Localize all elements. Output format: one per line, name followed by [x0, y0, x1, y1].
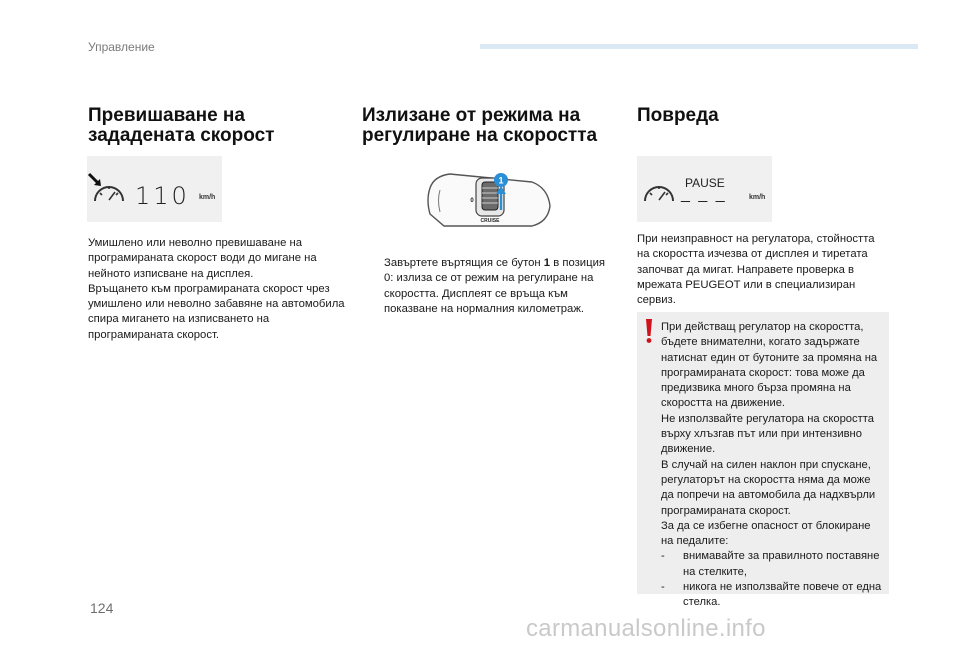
speed-dashes: _ _ _ [681, 186, 727, 203]
dash-marker: - [661, 581, 665, 594]
exit-cruise-title-line2: регулиране на скоростта [362, 125, 598, 146]
overspeed-title-line1: Превишаване на [88, 105, 245, 126]
column-exit-cruise [362, 106, 622, 146]
instruction-button-ref: 1 [543, 257, 551, 269]
exit-cruise-title-line1: Излизане от режима на [362, 105, 581, 126]
section-label: Управление [88, 40, 155, 54]
warning-line: За да се избегне опасност от блокиране на педалите: [661, 519, 871, 548]
exit-cruise-text [362, 256, 607, 317]
dash-item-text: никога не използвайте повече от една стелка. [683, 581, 882, 609]
exit-cruise-instruction [362, 256, 607, 317]
overspeed-unit: km/h [199, 194, 216, 201]
malfunction-text [637, 232, 889, 308]
overspeed-text [88, 236, 346, 343]
dash-item-text: внимавайте за правилното поставяне на стелките, [683, 550, 880, 578]
stalk-lever-icon [420, 160, 555, 240]
dash-marker: - [661, 550, 665, 563]
overspeed-display-panel [87, 156, 222, 222]
warning-line: Не използвайте регулатора на скоростта върху хлъзгав път или при интензивно движение. [661, 412, 874, 456]
column-malfunction [637, 106, 887, 126]
instruction-text-end: в позиция 0: излиза се от режим на регулиране на скоростта. Дисплеят се връща към показване на нормалния километраж. [384, 257, 606, 315]
column-overspeed [88, 106, 338, 146]
cruise-position-label: CRUISE [480, 218, 500, 224]
warning-dash-item [661, 549, 883, 580]
zero-position-label: 0 [470, 198, 474, 204]
pause-label: PAUSE [685, 176, 725, 190]
exit-cruise-title [362, 106, 622, 146]
malfunction-unit: km/h [749, 194, 766, 201]
warning-line: В случай на силен наклон при спускане, регулаторът на скоростта няма да може да попречи на автомобила да надхвърли програмираната скорост. [661, 458, 876, 517]
overspeed-speed-value: 110 [135, 182, 190, 210]
cruise-lever-diagram [420, 160, 555, 240]
malfunction-paragraph: При неизправност на регулатора, стойността на скоростта изчезва от дисплея и тиретата започват да мигат. Направете проверка в мрежата PEUGEOT или в специализиран сервиз. [637, 233, 875, 307]
warning-line: При действащ регулатор на скоростта, бъдете внимателни, когато задържате натиснат един от бутоните за промяна на програмираната скорост: това може да предизвика много бърза промяна на скоростта на движение. [661, 321, 878, 410]
warning-exclamation-icon [643, 318, 655, 344]
callout-number-label: 1 [498, 175, 504, 186]
warning-text [661, 320, 883, 611]
overspeed-paragraph-1: Умишлено или неволно превишаване на програмираната скорост води до мигане на нейното изписване на дисплея. [88, 237, 317, 280]
overspeed-paragraph-2: Връщането към програмираната скорост чрез умишлено или неволно забавяне на автомобила спира мигането на изписването на програмираната скорост. [88, 282, 345, 341]
overspeed-title [88, 106, 338, 146]
warning-dash-item [661, 580, 883, 611]
instruction-text-start: Завъртете въртящия се бутон [384, 257, 544, 269]
malfunction-display-panel [637, 156, 772, 222]
watermark-link[interactable]: carmanualsonline.info [526, 615, 766, 642]
malfunction-title: Повреда [637, 105, 719, 126]
overspeed-title-line2: зададената скорост [88, 125, 275, 146]
header-accent-bar [480, 44, 918, 49]
warning-box [637, 312, 889, 609]
page-number: 124 [90, 600, 114, 616]
